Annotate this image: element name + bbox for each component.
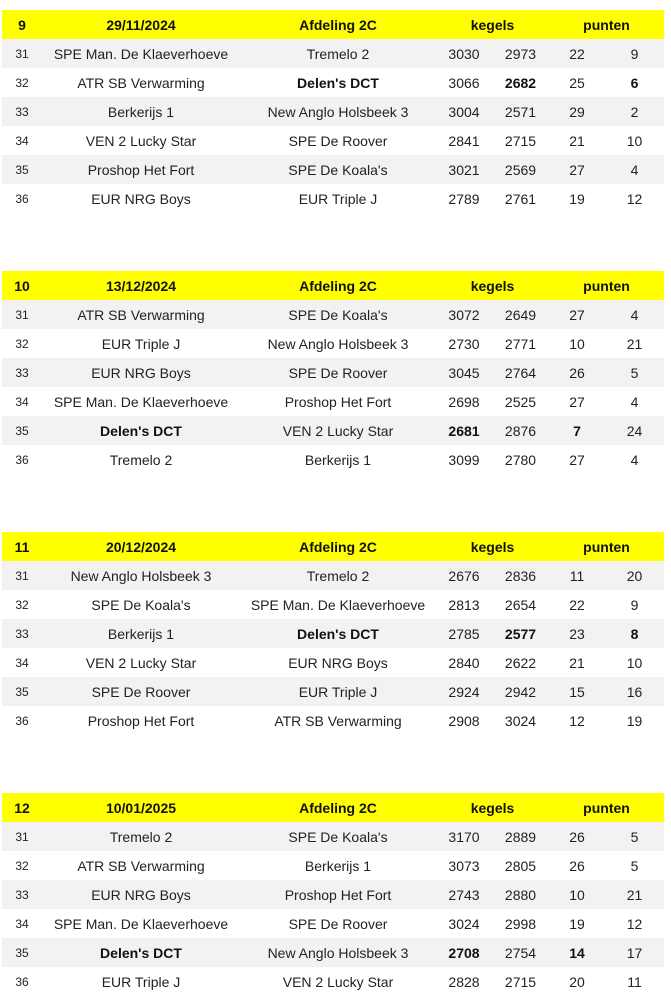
match-row [2, 416, 664, 445]
home-punten: 27 [549, 155, 605, 184]
match-number: 35 [2, 155, 42, 184]
match-number: 31 [2, 300, 42, 329]
away-team: EUR Triple J [298, 190, 378, 207]
match-row [2, 822, 664, 851]
away-punten: 21 [605, 880, 664, 909]
away-team: Tremelo 2 [240, 39, 436, 68]
home-punten: 7 [549, 416, 605, 445]
home-kegels: 3004 [436, 97, 492, 126]
home-punten: 21 [569, 654, 585, 671]
home-kegels: 2698 [448, 393, 480, 410]
home-team: EUR NRG Boys [42, 880, 240, 909]
match-number: 35 [2, 938, 42, 967]
away-team: Proshop Het Fort [284, 393, 392, 410]
home-punten: 19 [569, 915, 585, 932]
home-kegels: 3045 [436, 358, 492, 387]
punten-header: punten [549, 793, 664, 822]
match-row [2, 68, 664, 97]
round-table [2, 793, 664, 996]
kegels-header: kegels [436, 532, 549, 561]
home-team: Delen's DCT [42, 416, 240, 445]
home-kegels: 3099 [448, 451, 480, 468]
home-team: SPE De Koala's [91, 596, 191, 613]
away-team: SPE De Koala's [240, 155, 436, 184]
round-date: 10/01/2025 [42, 793, 240, 822]
away-kegels: 2654 [504, 596, 537, 613]
home-kegels: 2676 [436, 561, 492, 590]
round-block-11 [2, 532, 664, 735]
away-team: Berkerijs 1 [304, 451, 372, 468]
away-punten: 21 [626, 335, 643, 352]
away-kegels: 2880 [492, 880, 549, 909]
match-number: 36 [15, 713, 29, 728]
away-punten: 12 [626, 915, 643, 932]
home-team: SPE Man. De Klaeverhoeve [53, 915, 229, 932]
away-punten: 8 [605, 619, 664, 648]
away-kegels: 2942 [492, 677, 549, 706]
home-team: EUR NRG Boys [91, 190, 191, 207]
round-number: 11 [2, 532, 42, 561]
away-team: ATR SB Verwarming [274, 712, 402, 729]
home-kegels: 2785 [436, 619, 492, 648]
match-row [2, 184, 664, 213]
away-punten: 4 [630, 393, 639, 410]
home-kegels: 3072 [436, 300, 492, 329]
away-punten: 11 [627, 973, 642, 990]
match-number: 33 [2, 880, 42, 909]
away-kegels: 2973 [492, 39, 549, 68]
away-team: VEN 2 Lucky Star [240, 416, 436, 445]
away-team: Delen's DCT [297, 74, 379, 91]
round-block-9 [2, 10, 664, 213]
home-team: ATR SB Verwarming [77, 857, 205, 874]
kegels-header: kegels [436, 10, 549, 39]
away-team: Tremelo 2 [240, 561, 436, 590]
away-punten: 16 [605, 677, 664, 706]
away-kegels: 2805 [504, 857, 537, 874]
home-punten: 10 [569, 335, 585, 352]
home-kegels: 3021 [436, 155, 492, 184]
match-row [2, 880, 664, 909]
away-team: EUR Triple J [240, 677, 436, 706]
home-kegels: 2681 [436, 416, 492, 445]
match-number: 33 [2, 358, 42, 387]
away-kegels: 2998 [504, 915, 537, 932]
home-punten: 25 [569, 74, 585, 91]
home-team: Tremelo 2 [109, 451, 173, 468]
away-kegels: 2836 [492, 561, 549, 590]
away-kegels: 2876 [492, 416, 549, 445]
away-kegels: 2649 [492, 300, 549, 329]
home-kegels: 2828 [448, 973, 480, 990]
home-punten: 19 [569, 190, 585, 207]
home-team: SPE De Roover [42, 677, 240, 706]
home-team: Berkerijs 1 [42, 619, 240, 648]
home-team: EUR Triple J [101, 335, 181, 352]
round-header [2, 793, 664, 822]
away-kegels: 2780 [504, 451, 537, 468]
away-team: VEN 2 Lucky Star [282, 973, 394, 990]
match-number: 31 [2, 822, 42, 851]
match-row [2, 851, 664, 880]
home-punten: 27 [569, 393, 585, 410]
match-row [2, 445, 664, 474]
home-punten: 23 [549, 619, 605, 648]
match-number: 31 [2, 39, 42, 68]
home-kegels: 3073 [448, 857, 480, 874]
away-kegels: 2571 [492, 97, 549, 126]
home-kegels: 3170 [436, 822, 492, 851]
home-punten: 14 [549, 938, 605, 967]
away-team: New Anglo Holsbeek 3 [267, 335, 409, 352]
away-team: SPE De Koala's [240, 300, 436, 329]
match-row [2, 387, 664, 416]
home-kegels: 2730 [448, 335, 480, 352]
home-punten: 26 [549, 358, 605, 387]
home-punten: 22 [549, 39, 605, 68]
match-row [2, 300, 664, 329]
home-team: Delen's DCT [42, 938, 240, 967]
home-punten: 15 [549, 677, 605, 706]
round-block-12 [2, 793, 664, 996]
away-punten: 4 [605, 155, 664, 184]
round-table [2, 532, 664, 735]
round-table [2, 10, 664, 213]
away-team: SPE De Koala's [240, 822, 436, 851]
round-header [2, 271, 664, 300]
match-row [2, 590, 664, 619]
match-row [2, 561, 664, 590]
round-number: 10 [2, 271, 42, 300]
match-row [2, 329, 664, 358]
away-team: SPE Man. De Klaeverhoeve [250, 596, 426, 613]
away-punten: 10 [626, 654, 643, 671]
kegels-header: kegels [436, 793, 549, 822]
home-team: New Anglo Holsbeek 3 [42, 561, 240, 590]
away-kegels: 2771 [504, 335, 537, 352]
round-date: 20/12/2024 [42, 532, 240, 561]
division-label: Afdeling 2C [240, 271, 436, 300]
match-row [2, 706, 664, 735]
away-kegels: 2764 [492, 358, 549, 387]
home-team: SPE Man. De Klaeverhoeve [42, 39, 240, 68]
away-kegels: 2622 [504, 654, 537, 671]
away-punten: 12 [626, 190, 643, 207]
home-punten: 29 [549, 97, 605, 126]
division-label: Afdeling 2C [240, 793, 436, 822]
match-number: 32 [15, 336, 29, 351]
home-kegels: 2743 [436, 880, 492, 909]
away-team: SPE De Roover [288, 915, 388, 932]
away-kegels: 2577 [492, 619, 549, 648]
home-punten: 11 [549, 561, 605, 590]
round-number: 9 [2, 10, 42, 39]
kegels-header: kegels [436, 271, 549, 300]
match-row [2, 619, 664, 648]
away-punten: 4 [630, 451, 639, 468]
match-number: 34 [15, 655, 29, 670]
away-team: Delen's DCT [240, 619, 436, 648]
match-number: 36 [15, 452, 29, 467]
match-number: 32 [15, 597, 29, 612]
home-team: ATR SB Verwarming [77, 74, 205, 91]
round-table [2, 271, 664, 474]
match-row [2, 97, 664, 126]
away-team: Berkerijs 1 [304, 857, 372, 874]
away-kegels: 2715 [504, 132, 537, 149]
away-punten: 17 [605, 938, 664, 967]
away-punten: 6 [630, 74, 639, 91]
home-kegels: 2813 [448, 596, 480, 613]
home-team: VEN 2 Lucky Star [85, 654, 197, 671]
match-number: 35 [2, 677, 42, 706]
home-punten: 22 [569, 596, 585, 613]
match-number: 32 [15, 858, 29, 873]
home-team: Proshop Het Fort [87, 712, 195, 729]
home-team: Tremelo 2 [42, 822, 240, 851]
away-kegels: 2525 [504, 393, 537, 410]
home-team: EUR NRG Boys [42, 358, 240, 387]
home-team: ATR SB Verwarming [42, 300, 240, 329]
home-team: VEN 2 Lucky Star [85, 132, 197, 149]
punten-header: punten [549, 532, 664, 561]
match-number: 35 [2, 416, 42, 445]
division-label: Afdeling 2C [240, 532, 436, 561]
round-number: 12 [2, 793, 42, 822]
match-row [2, 938, 664, 967]
away-team: New Anglo Holsbeek 3 [240, 97, 436, 126]
away-punten: 19 [626, 712, 643, 729]
home-kegels: 2841 [448, 132, 480, 149]
match-row [2, 126, 664, 155]
round-date: 13/12/2024 [42, 271, 240, 300]
match-number: 32 [15, 75, 29, 90]
home-team: Berkerijs 1 [42, 97, 240, 126]
match-row [2, 648, 664, 677]
home-punten: 10 [549, 880, 605, 909]
away-punten: 10 [626, 132, 643, 149]
home-kegels: 3030 [436, 39, 492, 68]
away-team: EUR NRG Boys [288, 654, 388, 671]
away-punten: 5 [605, 822, 664, 851]
match-number: 33 [2, 97, 42, 126]
match-row [2, 39, 664, 68]
home-punten: 26 [569, 857, 585, 874]
home-kegels: 2789 [448, 190, 480, 207]
round-block-10 [2, 271, 664, 474]
home-team: Proshop Het Fort [42, 155, 240, 184]
round-header [2, 10, 664, 39]
home-kegels: 2908 [448, 712, 480, 729]
away-punten: 2 [605, 97, 664, 126]
away-team: SPE De Roover [288, 132, 388, 149]
away-team: Proshop Het Fort [240, 880, 436, 909]
home-punten: 12 [569, 712, 585, 729]
away-punten: 9 [605, 39, 664, 68]
away-kegels: 2754 [492, 938, 549, 967]
away-punten: 4 [605, 300, 664, 329]
home-kegels: 2708 [436, 938, 492, 967]
punten-header: punten [549, 10, 664, 39]
home-kegels: 3024 [448, 915, 480, 932]
punten-header: punten [549, 271, 664, 300]
away-punten: 24 [605, 416, 664, 445]
match-number: 31 [2, 561, 42, 590]
home-team: EUR Triple J [101, 973, 181, 990]
round-date: 29/11/2024 [42, 10, 240, 39]
home-kegels: 3066 [448, 74, 480, 91]
away-kegels: 2715 [504, 973, 537, 990]
match-row [2, 967, 664, 996]
away-punten: 5 [630, 857, 639, 874]
match-row [2, 358, 664, 387]
match-row [2, 909, 664, 938]
home-team: SPE Man. De Klaeverhoeve [53, 393, 229, 410]
home-punten: 27 [549, 300, 605, 329]
match-number: 34 [15, 916, 29, 931]
away-team: SPE De Roover [240, 358, 436, 387]
home-punten: 21 [569, 132, 585, 149]
away-kegels: 2682 [504, 74, 537, 91]
away-punten: 20 [605, 561, 664, 590]
away-kegels: 2569 [492, 155, 549, 184]
match-number: 36 [15, 191, 29, 206]
home-kegels: 2840 [448, 654, 480, 671]
division-label: Afdeling 2C [240, 10, 436, 39]
match-row [2, 677, 664, 706]
away-team: New Anglo Holsbeek 3 [240, 938, 436, 967]
home-punten: 26 [549, 822, 605, 851]
match-number: 36 [15, 974, 29, 989]
match-number: 33 [2, 619, 42, 648]
home-kegels: 2924 [436, 677, 492, 706]
away-punten: 5 [605, 358, 664, 387]
match-number: 34 [15, 394, 29, 409]
home-punten: 27 [569, 451, 585, 468]
match-row [2, 155, 664, 184]
home-punten: 20 [569, 973, 585, 990]
away-kegels: 2761 [504, 190, 537, 207]
away-kegels: 3024 [504, 712, 537, 729]
match-number: 34 [15, 133, 29, 148]
round-header [2, 532, 664, 561]
away-kegels: 2889 [492, 822, 549, 851]
away-punten: 9 [630, 596, 639, 613]
